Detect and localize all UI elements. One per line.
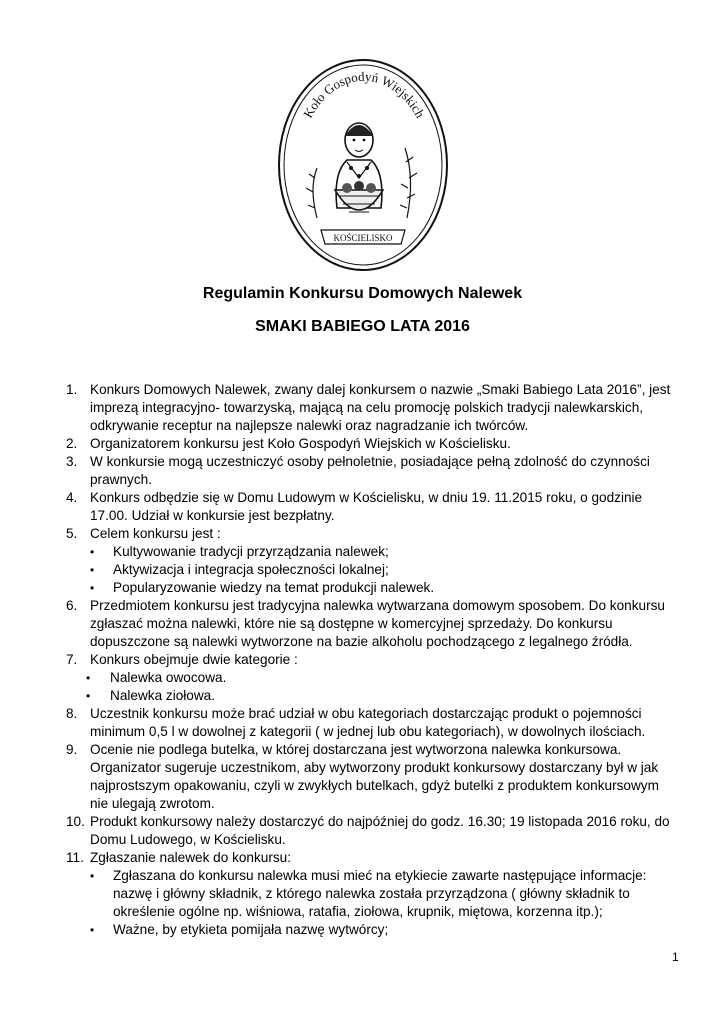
item-text: Produkt konkursowy należy dostarczyć do najpóźniej do godz. 16.30; 19 listopada 2016 roku, do Domu Ludowego, w Kościelisku. <box>90 814 670 847</box>
list-item <box>0 849 680 867</box>
bullet-text: Nalewka owocowa. <box>110 670 227 685</box>
bullet-item <box>0 687 680 705</box>
list-item <box>0 705 680 741</box>
item-text: Uczestnik konkursu może brać udział w obu kategoriach dostarczając produkt o pojemności minimum 0,5 l w dowolnej z kategorii ( w jednej lub obu kategoriach), w dowolnych ilościach. <box>90 706 646 739</box>
organization-logo <box>277 58 449 272</box>
item-number: 1. <box>66 382 78 397</box>
item-text: Konkurs odbędzie się w Domu Ludowym w Kościelisku, w dniu 19. 11.2015 roku, o godzinie 17.00. Udział w konkursie jest bezpłatny. <box>90 490 643 523</box>
item-number: 5. <box>66 526 78 541</box>
list-item <box>0 435 680 453</box>
item-number: 3. <box>66 454 78 469</box>
bullet-text: Nalewka ziołowa. <box>110 688 216 703</box>
logo-arc-text: Koło Gospodyń Wiejskich <box>300 68 428 121</box>
list-item <box>0 813 680 849</box>
list-item <box>0 489 680 525</box>
item-text: Ocenie nie podlega butelka, w której dostarczana jest wytworzona nalewka konkursowa. Organizator sugeruje uczestnikom, aby wytworzony produkt konkursowy dostarczany był w jak najprostszym opakowaniu, czyli w zwykłych butelkach, gdyż butelki z produktem konkursowym nie ulegają zwrotom. <box>90 742 659 811</box>
list-item <box>0 381 680 435</box>
bullet-icon: • <box>90 563 95 577</box>
logo-emblem <box>277 58 449 272</box>
bullet-item <box>0 561 680 579</box>
item-text: W konkursie mogą uczestniczyć osoby pełnoletnie, posiadające pełną zdolność do czynności prawnych. <box>90 454 650 487</box>
item-number: 10. <box>66 814 85 829</box>
item-number: 7. <box>66 652 78 667</box>
item-text: Celem konkursu jest : <box>90 526 221 541</box>
document-subtitle: SMAKI BABIEGO LATA 2016 <box>255 318 470 335</box>
bullet-text: Popularyzowanie wiedzy na temat produkcji nalewek. <box>113 580 435 595</box>
bullet-item <box>0 921 680 939</box>
item-number: 2. <box>66 436 78 451</box>
bullet-text: Kultywowanie tradycji przyrządzania nalewek; <box>113 544 389 559</box>
list-item <box>0 741 680 813</box>
bullet-icon: • <box>86 671 91 685</box>
list-item <box>0 651 680 669</box>
logo-banner-text: KOŚCIELISKO <box>333 233 393 243</box>
bullet-item <box>0 867 680 921</box>
item-number: 9. <box>66 742 78 757</box>
bullet-item <box>0 669 680 687</box>
item-number: 8. <box>66 706 78 721</box>
item-text: Organizatorem konkursu jest Koło Gospodyń Wiejskich w Kościelisku. <box>90 436 511 451</box>
item-text: Konkurs Domowych Nalewek, zwany dalej konkursem o nazwie „Smaki Babiego Lata 2016”, jest imprezą integracyjno- towarzyską, mającą na celu promocję polskich tradycji nalewkarskich, odkrywanie receptur na najlepsze nalewki oraz nagradzanie ich twórców. <box>90 382 671 433</box>
item-number: 6. <box>66 598 78 613</box>
bullet-icon: • <box>90 545 95 559</box>
bullet-text: Ważne, by etykieta pomijała nazwę wytwórcy; <box>113 922 389 937</box>
bullet-icon: • <box>90 581 95 595</box>
document-title: Regulamin Konkursu Domowych Nalewek <box>202 285 523 302</box>
item-number: 11. <box>66 850 84 865</box>
list-item <box>0 453 680 489</box>
bullet-icon: • <box>90 869 95 883</box>
bullet-icon: • <box>86 689 91 703</box>
bullet-icon: • <box>90 923 95 937</box>
item-text: Konkurs obejmuje dwie kategorie : <box>90 652 298 667</box>
bullet-item <box>0 543 680 561</box>
item-text: Zgłaszanie nalewek do konkursu: <box>90 850 291 865</box>
rules-list <box>0 381 725 939</box>
bullet-text: Aktywizacja i integracja społeczności lokalnej; <box>113 562 389 577</box>
list-item <box>0 597 680 651</box>
list-item <box>0 525 680 543</box>
bullet-item <box>0 579 680 597</box>
item-text: Przedmiotem konkursu jest tradycyjna nalewka wytwarzana domowym sposobem. Do konkursu zgłaszać można nalewki, które nie są dostępne w komercyjnej sprzedaży. Do konkursu dopuszczone są nalewki wytworzone na bazie alkoholu pochodzącego z legalnego źródła. <box>90 598 665 649</box>
item-number: 4. <box>66 490 78 505</box>
page-number: 1 <box>672 950 679 964</box>
bullet-text: Zgłaszana do konkursu nalewka musi mieć na etykiecie zawarte następujące informacje: nazwę i główny składnik, z którego nalewka została przyrządzona ( główny składnik to określenie ogólne np. wiśniowa, ratafia, ziołowa, krupnik, miętowa, korzenna itp.); <box>113 868 647 919</box>
